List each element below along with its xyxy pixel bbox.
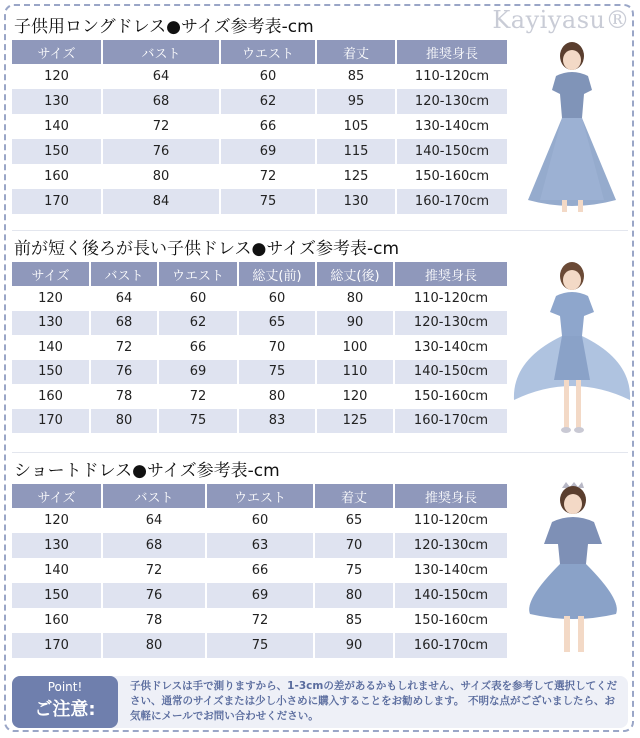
- table-cell: 160: [12, 384, 90, 409]
- table-cell: 150: [12, 583, 102, 608]
- table-cell: 80: [238, 384, 316, 409]
- table-cell: 72: [102, 558, 206, 583]
- table-cell: 130-140cm: [396, 114, 508, 139]
- table-cell: 75: [314, 558, 394, 583]
- table-row: [12, 533, 508, 558]
- size-chart-hi-low-dress: [12, 236, 509, 433]
- table-cell: 66: [220, 114, 316, 139]
- table-cell: 160-170cm: [394, 633, 508, 658]
- table-cell: 60: [238, 286, 316, 311]
- table-cell: 65: [238, 311, 316, 336]
- size-chart-long-dress: [12, 14, 509, 214]
- table-cell: 63: [206, 533, 314, 558]
- table-cell: 62: [220, 89, 316, 114]
- column-header: バスト: [102, 40, 220, 64]
- table-row: [12, 360, 508, 385]
- table-cell: 100: [316, 335, 394, 360]
- section-title: 前が短く後ろが長い子供ドレス●サイズ参考表-cm: [14, 239, 400, 259]
- table-cell: 80: [316, 286, 394, 311]
- table-cell: 68: [102, 89, 220, 114]
- table-cell: 140: [12, 114, 102, 139]
- table-cell: 130: [12, 533, 102, 558]
- table-cell: 150-160cm: [394, 384, 508, 409]
- table-cell: 110-120cm: [396, 64, 508, 89]
- column-header: 推奨身長: [394, 484, 508, 508]
- table-cell: 120: [12, 64, 102, 89]
- size-table: [12, 40, 509, 214]
- section-title: 子供用ロングドレス●サイズ参考表-cm: [14, 17, 314, 37]
- table-cell: 130-140cm: [394, 558, 508, 583]
- table-row: [12, 139, 508, 164]
- column-header: ウエスト: [158, 262, 238, 286]
- table-cell: 70: [238, 335, 316, 360]
- hi-low-dress-image: [510, 260, 634, 445]
- table-cell: 130-140cm: [394, 335, 508, 360]
- table-cell: 68: [90, 311, 158, 336]
- table-cell: 76: [90, 360, 158, 385]
- notice-point-label: Point!: [47, 680, 83, 694]
- table-row: [12, 633, 508, 658]
- column-header: 着丈: [316, 40, 396, 64]
- column-header: サイズ: [12, 484, 102, 508]
- notice-box: [12, 676, 628, 728]
- section-divider: [12, 230, 628, 231]
- table-cell: 110-120cm: [394, 508, 508, 533]
- table-row: [12, 114, 508, 139]
- table-cell: 140-150cm: [394, 583, 508, 608]
- size-chart-short-dress: [12, 458, 509, 658]
- table-cell: 65: [314, 508, 394, 533]
- column-header: 着丈: [314, 484, 394, 508]
- table-cell: 140: [12, 558, 102, 583]
- column-header: ウエスト: [220, 40, 316, 64]
- table-row: [12, 608, 508, 633]
- table-row: [12, 164, 508, 189]
- table-row: [12, 384, 508, 409]
- table-cell: 75: [206, 633, 314, 658]
- table-cell: 70: [314, 533, 394, 558]
- section-title: ショートドレス●サイズ参考表-cm: [14, 461, 280, 481]
- column-header: バスト: [102, 484, 206, 508]
- table-cell: 170: [12, 189, 102, 214]
- column-header: 推奨身長: [394, 262, 508, 286]
- table-cell: 64: [102, 508, 206, 533]
- table-cell: 69: [206, 583, 314, 608]
- table-cell: 64: [90, 286, 158, 311]
- column-header: ウエスト: [206, 484, 314, 508]
- table-row: [12, 64, 508, 89]
- table-cell: 72: [90, 335, 158, 360]
- table-cell: 140: [12, 335, 90, 360]
- table-cell: 69: [220, 139, 316, 164]
- short-dress-image: [512, 482, 632, 662]
- size-table: [12, 484, 509, 658]
- table-cell: 80: [314, 583, 394, 608]
- table-cell: 72: [206, 608, 314, 633]
- table-cell: 69: [158, 360, 238, 385]
- table-cell: 83: [238, 409, 316, 434]
- column-header: 総丈(前): [238, 262, 316, 286]
- table-cell: 110: [316, 360, 394, 385]
- table-row: [12, 286, 508, 311]
- table-cell: 85: [314, 608, 394, 633]
- table-cell: 84: [102, 189, 220, 214]
- table-cell: 85: [316, 64, 396, 89]
- table-cell: 150: [12, 139, 102, 164]
- table-cell: 120: [316, 384, 394, 409]
- table-cell: 160-170cm: [394, 409, 508, 434]
- column-header: 総丈(後): [316, 262, 394, 286]
- table-cell: 120: [12, 286, 90, 311]
- table-cell: 120-130cm: [394, 533, 508, 558]
- notice-badge: [12, 676, 118, 728]
- table-cell: 76: [102, 583, 206, 608]
- table-cell: 76: [102, 139, 220, 164]
- table-cell: 105: [316, 114, 396, 139]
- table-cell: 160: [12, 608, 102, 633]
- table-cell: 90: [314, 633, 394, 658]
- table-cell: 150-160cm: [394, 608, 508, 633]
- brand-watermark: Kayiyasu®: [492, 6, 630, 34]
- table-cell: 160-170cm: [396, 189, 508, 214]
- table-cell: 120: [12, 508, 102, 533]
- table-cell: 120-130cm: [394, 311, 508, 336]
- table-cell: 64: [102, 64, 220, 89]
- table-cell: 80: [90, 409, 158, 434]
- table-cell: 95: [316, 89, 396, 114]
- table-cell: 110-120cm: [394, 286, 508, 311]
- table-cell: 140-150cm: [394, 360, 508, 385]
- table-row: [12, 558, 508, 583]
- table-cell: 66: [206, 558, 314, 583]
- table-row: [12, 409, 508, 434]
- table-cell: 120-130cm: [396, 89, 508, 114]
- table-cell: 150: [12, 360, 90, 385]
- table-cell: 160: [12, 164, 102, 189]
- table-cell: 78: [90, 384, 158, 409]
- table-cell: 75: [158, 409, 238, 434]
- size-table: [12, 262, 509, 433]
- table-cell: 66: [158, 335, 238, 360]
- table-row: [12, 89, 508, 114]
- table-cell: 90: [316, 311, 394, 336]
- table-row: [12, 189, 508, 214]
- table-cell: 62: [158, 311, 238, 336]
- table-row: [12, 311, 508, 336]
- column-header: サイズ: [12, 262, 90, 286]
- table-cell: 115: [316, 139, 396, 164]
- table-cell: 125: [316, 164, 396, 189]
- table-cell: 72: [102, 114, 220, 139]
- table-cell: 68: [102, 533, 206, 558]
- table-cell: 60: [158, 286, 238, 311]
- table-row: [12, 335, 508, 360]
- table-cell: 170: [12, 633, 102, 658]
- column-header: サイズ: [12, 40, 102, 64]
- table-cell: 130: [12, 311, 90, 336]
- table-cell: 78: [102, 608, 206, 633]
- table-cell: 130: [12, 89, 102, 114]
- table-cell: 80: [102, 164, 220, 189]
- table-row: [12, 508, 508, 533]
- table-cell: 150-160cm: [396, 164, 508, 189]
- notice-heading: ご注意:: [34, 699, 96, 720]
- table-cell: 60: [220, 64, 316, 89]
- table-cell: 125: [316, 409, 394, 434]
- section-divider: [12, 452, 628, 453]
- column-header: バスト: [90, 262, 158, 286]
- notice-text: 子供ドレスは手で測りますから、1-3cmの差があるかもしれません、サイズ表を参考して選択してください、通常のサイズまたは少し小さめに購入することをお勧めします。 不明な点がございましたら、お気軽にメールでお問い合わせください。: [130, 680, 618, 722]
- table-cell: 72: [220, 164, 316, 189]
- table-cell: 75: [238, 360, 316, 385]
- table-cell: 130: [316, 189, 396, 214]
- table-cell: 170: [12, 409, 90, 434]
- table-row: [12, 583, 508, 608]
- column-header: 推奨身長: [396, 40, 508, 64]
- table-cell: 140-150cm: [396, 139, 508, 164]
- table-cell: 72: [158, 384, 238, 409]
- table-cell: 60: [206, 508, 314, 533]
- table-cell: 80: [102, 633, 206, 658]
- table-cell: 75: [220, 189, 316, 214]
- long-dress-image: [512, 40, 632, 225]
